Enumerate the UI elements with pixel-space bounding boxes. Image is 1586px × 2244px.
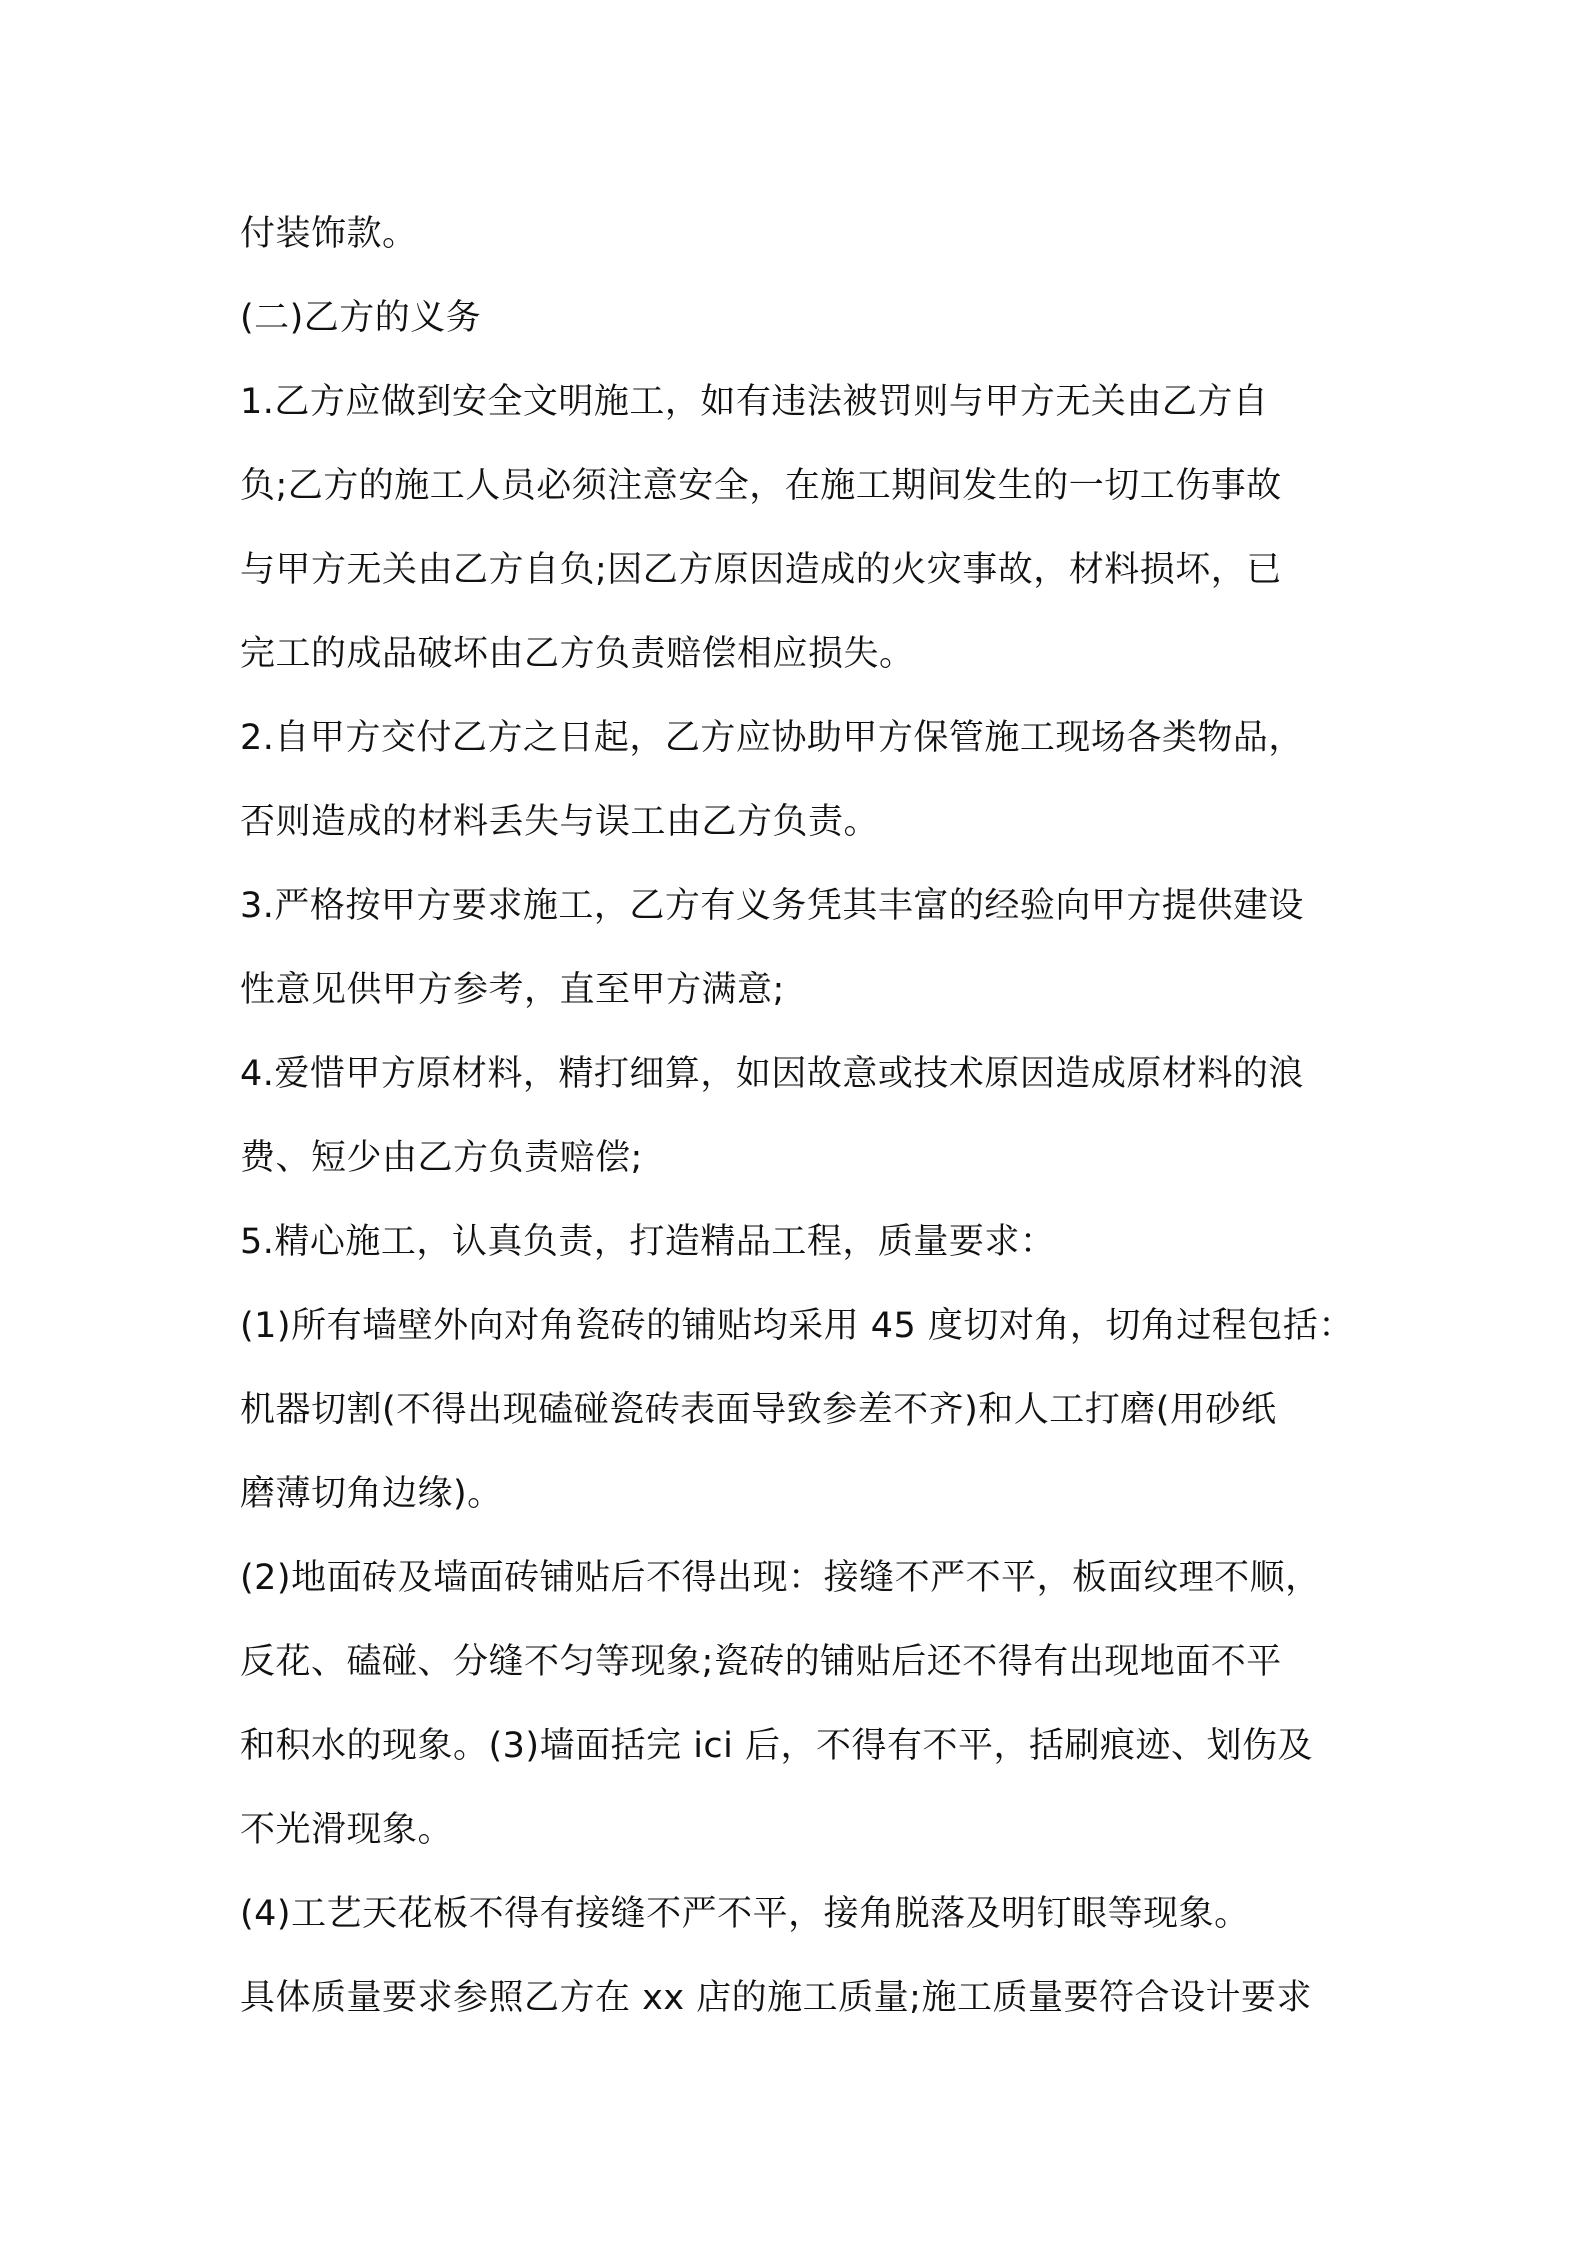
text-line: 具体质量要求参照乙方在 xx 店的施工质量;施工质量要符合设计要求 bbox=[240, 1978, 1312, 2018]
text-line: 反花、磕碰、分缝不匀等现象;瓷砖的铺贴后还不得有出现地面不平 bbox=[240, 1642, 1282, 1682]
document-body bbox=[240, 192, 1354, 2040]
text-line: 性意见供甲方参考，直至甲方满意; bbox=[240, 970, 785, 1010]
text-line: 与甲方无关由乙方自负;因乙方原因造成的火灾事故，材料损坏，已 bbox=[240, 550, 1282, 590]
text-line: 机器切割(不得出现磕碰瓷砖表面导致参差不齐)和人工打磨(用砂纸 bbox=[240, 1390, 1277, 1430]
text-line: 1.乙方应做到安全文明施工，如有违法被罚则与甲方无关由乙方自 bbox=[240, 382, 1269, 422]
text-line: 费、短少由乙方负责赔偿; bbox=[240, 1138, 643, 1178]
section-heading: (二)乙方的义务 bbox=[240, 298, 482, 338]
text-line: 完工的成品破坏由乙方负责赔偿相应损失。 bbox=[240, 634, 915, 674]
text-line: 磨薄切角边缘)。 bbox=[240, 1474, 503, 1514]
text-line: 2.自甲方交付乙方之日起，乙方应协助甲方保管施工现场各类物品， bbox=[240, 718, 1304, 758]
text-line: 和积水的现象。(3)墙面括完 ici 后，不得有不平，括刷痕迹、划伤及 bbox=[240, 1726, 1314, 1766]
text-line: 5.精心施工，认真负责，打造精品工程，质量要求： bbox=[240, 1222, 1056, 1262]
text-line: 付装饰款。 bbox=[240, 214, 418, 254]
text-line: (2)地面砖及墙面砖铺贴后不得出现：接缝不严不平，板面纹理不顺， bbox=[240, 1558, 1321, 1598]
text-line: 不光滑现象。 bbox=[240, 1810, 454, 1850]
text-line: 4.爱惜甲方原材料，精打细算，如因故意或技术原因造成原材料的浪 bbox=[240, 1054, 1304, 1094]
text-line: 否则造成的材料丢失与误工由乙方负责。 bbox=[240, 802, 880, 842]
text-line: 负;乙方的施工人员必须注意安全，在施工期间发生的一切工伤事故 bbox=[240, 466, 1282, 506]
text-line: 3.严格按甲方要求施工，乙方有义务凭其丰富的经验向甲方提供建设 bbox=[240, 886, 1304, 926]
text-line: (4)工艺天花板不得有接缝不严不平，接角脱落及明钉眼等现象。 bbox=[240, 1894, 1250, 1934]
text-line: (1)所有墙壁外向对角瓷砖的铺贴均采用 45 度切对角，切角过程包括： bbox=[240, 1306, 1354, 1346]
